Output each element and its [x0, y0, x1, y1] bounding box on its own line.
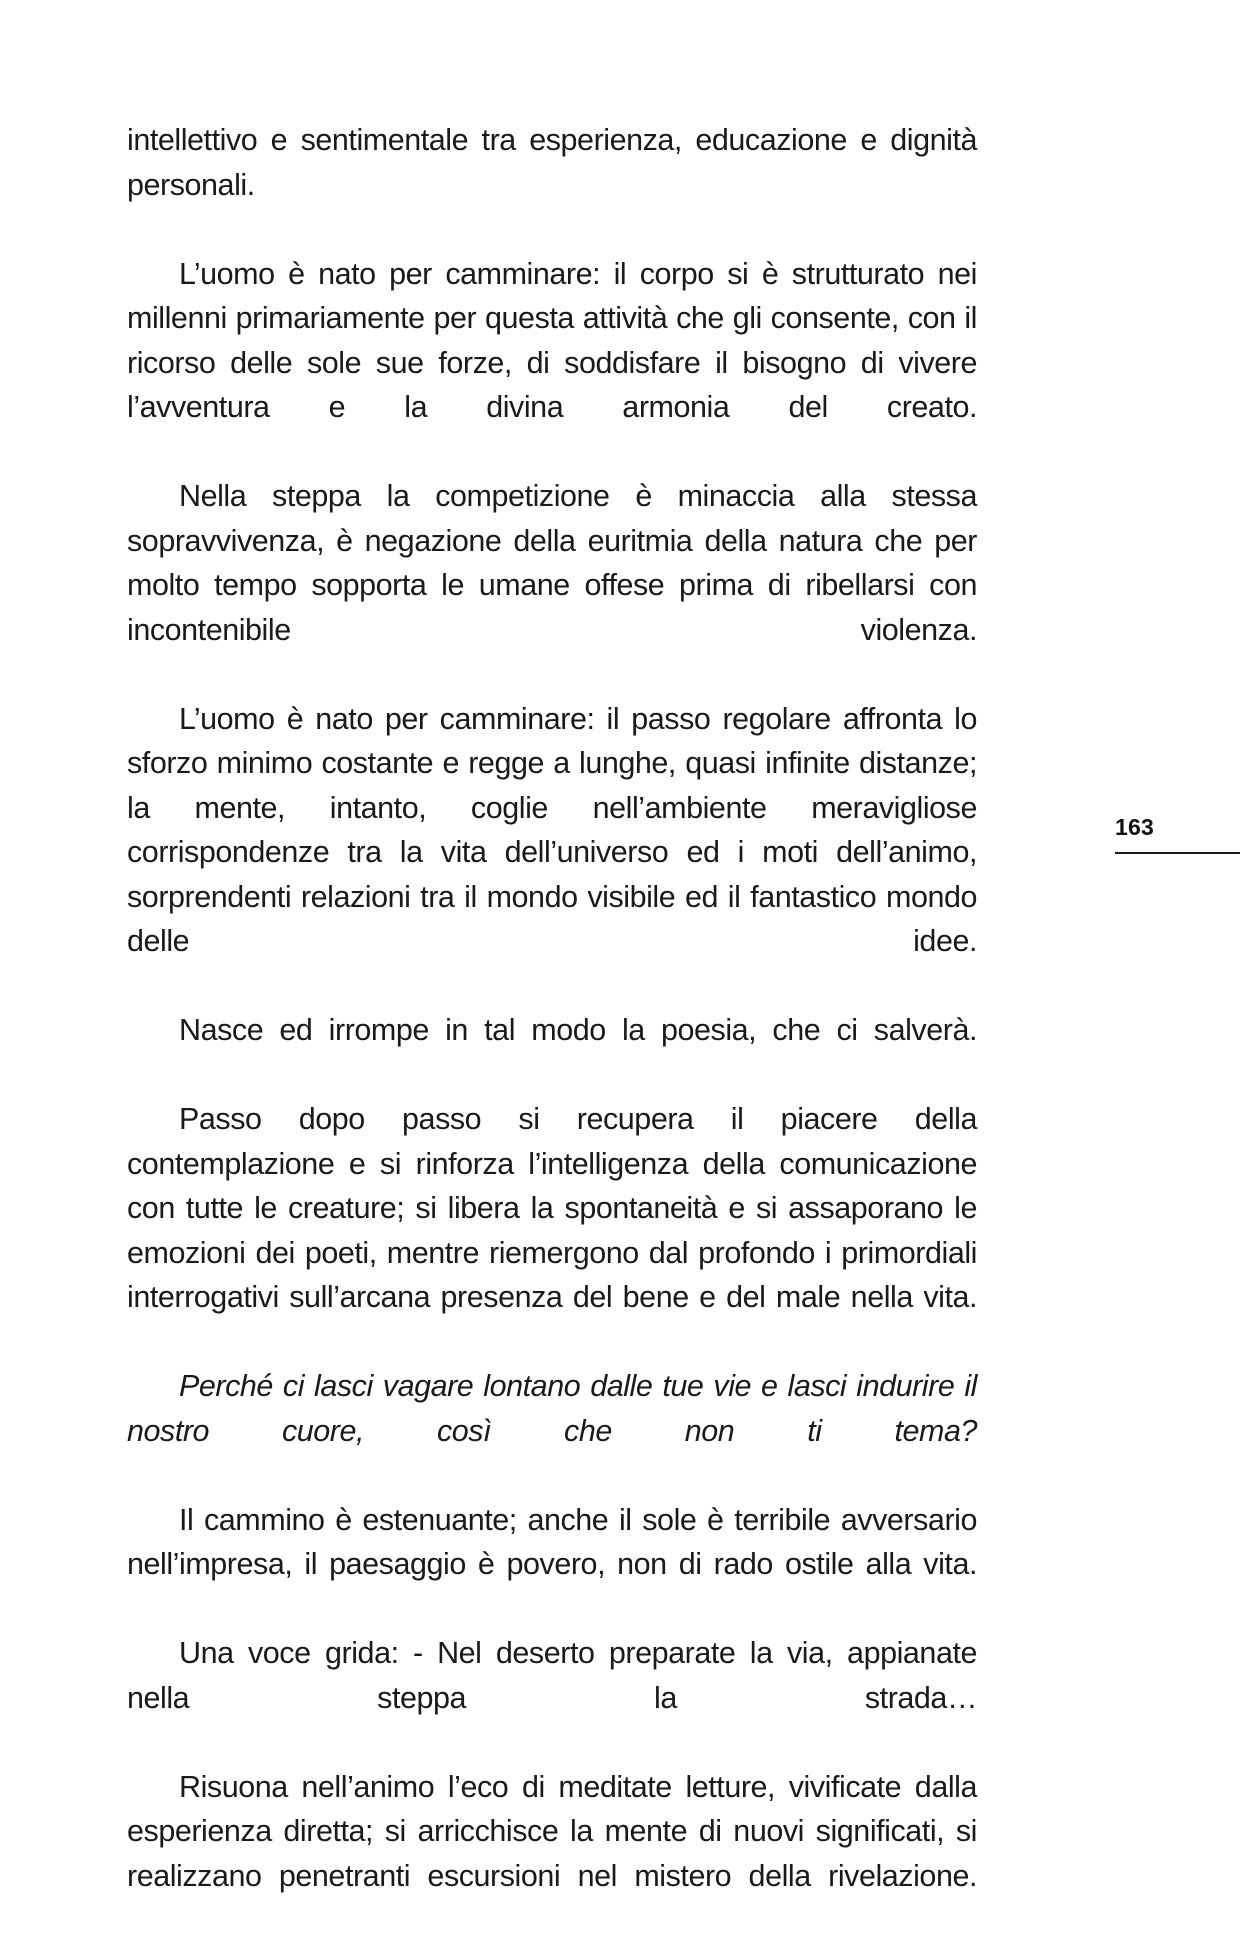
quotation-paragraph: Perché ci lasci vagare lontano dalle tue vie e lasci indurire il nostro cuore, così che non ti tema? [127, 1369, 977, 1448]
paragraph: Il cammino è estenuante; anche il sole è terribile avversario nell’impresa, il paesaggio è povero, non di rado ostile alla vita. [127, 1502, 977, 1581]
paragraph: Nasce ed irrompe in tal modo la poesia, che ci salverà. [179, 1013, 977, 1047]
paragraph: Passo dopo passo si recupera il piacere della contemplazione e si rinforza l’intelligenza della comunicazione con tutte le creature; si libera la spontaneità e si assaporano le emozioni dei poeti, mentre riemergono dal profondo i primordiali interrogativi sull’arcana presenza del bene e del male nella vita. [127, 1102, 977, 1314]
paragraph: L’uomo è nato per camminare: il passo regolare affronta lo sforzo minimo costante e regge a lunghe, quasi infinite distanze; la mente, intanto, coglie nell’ambiente meravigliose corrispondenze tra la vita dell’universo ed i moti dell’animo, sorprendenti relazioni tra il mondo visibile ed il fantastico mondo delle idee. [127, 701, 977, 958]
paragraph: Nella steppa la competizione è minaccia alla stessa sopravvivenza, è negazione della euritmia della natura che per molto tempo sopporta le umane offese prima di ribellarsi con incontenibile violenza. [127, 479, 977, 647]
paragraph: Risuona nell’animo l’eco di meditate letture, vivificate dalla esperienza diretta; si arricchisce la mente di nuovi significati, si realizzano penetranti escursioni nel mistero della rivelazione. [127, 1769, 977, 1893]
page-number-block [1115, 812, 1240, 854]
paragraph: intellettivo e sentimentale tra esperienza, educazione e dignità personali. [127, 123, 977, 202]
paragraph: L’uomo è nato per camminare: il corpo si è strutturato nei millenni primariamente per questa attività che gli consente, con il ricorso delle sole sue forze, di soddisfare il bisogno di vivere l’avventura e la divina armonia del creato. [127, 256, 977, 424]
page-number: 163 [1115, 814, 1154, 840]
body-text-column [127, 118, 977, 1943]
paragraph: Una voce grida: - Nel deserto preparate la via, appianate nella steppa la strada… [127, 1636, 977, 1715]
folio-rule [1115, 852, 1240, 854]
